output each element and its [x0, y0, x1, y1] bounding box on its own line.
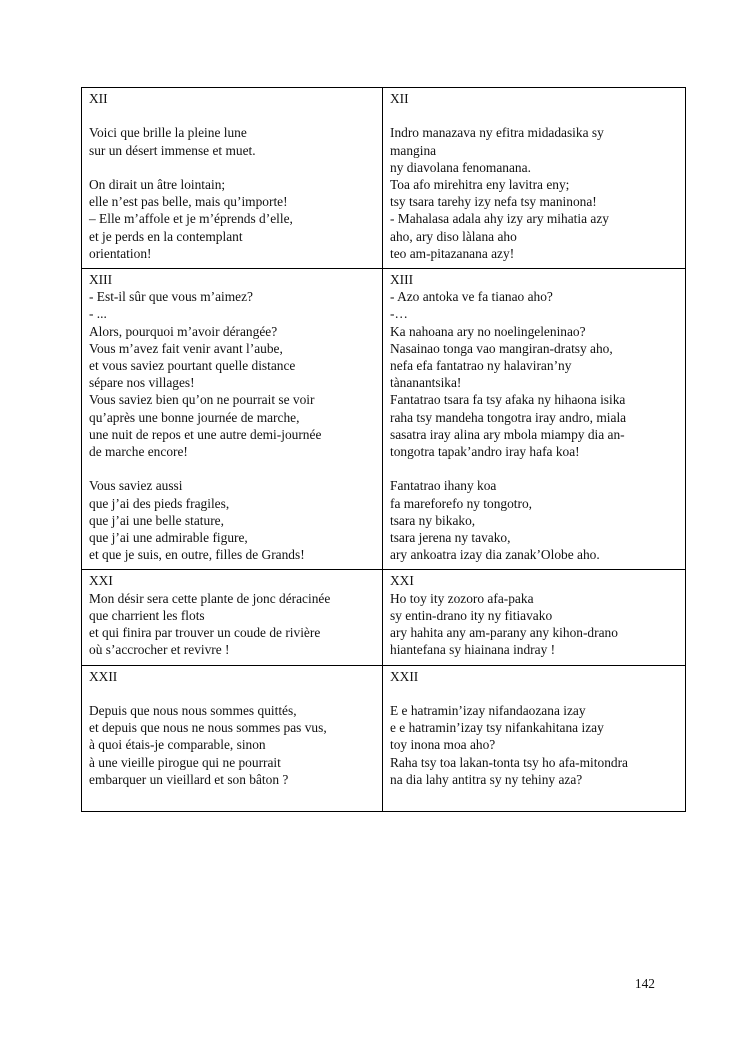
- french-stanza-xxi: XXI Mon désir sera cette plante de jonc déracinée que charrient les flots et qui finira par trouver un coude de rivière où s’accrocher et revivre !: [82, 570, 383, 665]
- page-number: 142: [634, 976, 655, 991]
- malagasy-stanza-xiii: XIII - Azo antoka ve fa tianao aho? -… Ka nahoana ary no noelingeleninao? Nasainao tonga vao mangiran-dratsy aho, nefa efa fantatrao ny halaviran’ny tànanantsika! Fantatrao tsara fa tsy afaka ny hihaona isika raha tsy mandeha tongotra iray andro, miala sasatra iray alina ary mbola miampy dia an- tongotra tapak’andro iray hafa koa! Fantatrao ihany koa fa mareforefo ny tongotro, tsara ny bikako, tsara jerena ny tavako, ary ankoatra izay dia zanak’Olobe aho.: [383, 269, 686, 570]
- malagasy-stanza-xxii: XXII E e hatramin’izay nifandaozana izay e e hatramin’izay tsy nifankahitana izay toy inona moa aho? Raha tsy toa lakan-tonta tsy ho afa-mitondra na dia lahy antitra sy ny tehiny aza?: [383, 665, 686, 812]
- malagasy-stanza-xxi: XXI Ho toy ity zozoro afa-paka sy entin-drano ity ny fitiavako ary hahita any am-parany any kihon-drano hiantefana sy hiainana indray !: [383, 570, 686, 665]
- stanza-row-xxii: [82, 665, 686, 812]
- bilingual-poem-table: [81, 87, 686, 812]
- stanza-row-xii: [82, 88, 686, 269]
- french-stanza-xii: XII Voici que brille la pleine lune sur un désert immense et muet. On dirait un âtre lointain; elle n’est pas belle, mais qu’importe! – Elle m’affole et je m’éprends d’elle, et je perds en la contemplant orientation!: [82, 88, 383, 269]
- french-stanza-xiii: XIII - Est-il sûr que vous m’aimez? - ... Alors, pourquoi m’avoir dérangée? Vous m’avez fait venir avant l’aube, et vous saviez pourtant quelle distance sépare nos villages! Vous saviez bien qu’on ne pourrait se voir qu’après une bonne journée de marche, une nuit de repos et une autre demi-journée de marche encore! Vous saviez aussi que j’ai des pieds fragiles, que j’ai une belle stature, que j’ai une admirable figure, et que je suis, en outre, filles de Grands!: [82, 269, 383, 570]
- stanza-row-xiii: [82, 269, 686, 570]
- malagasy-stanza-xii: XII Indro manazava ny efitra midadasika sy mangina ny diavolana fenomanana. Toa afo mirehitra eny lavitra eny; tsy tsara tarehy izy nefa tsy maninona! - Mahalasa adala ahy izy ary mihatia azy aho, ary diso làlana aho teo am-pitazanana azy!: [383, 88, 686, 269]
- stanza-row-xxi: [82, 570, 686, 665]
- french-stanza-xxii: XXII Depuis que nous nous sommes quittés, et depuis que nous ne nous sommes pas vus, à quoi étais-je comparable, sinon à une vieille pirogue qui ne pourrait embarquer un vieillard et son bâton ?: [82, 665, 383, 812]
